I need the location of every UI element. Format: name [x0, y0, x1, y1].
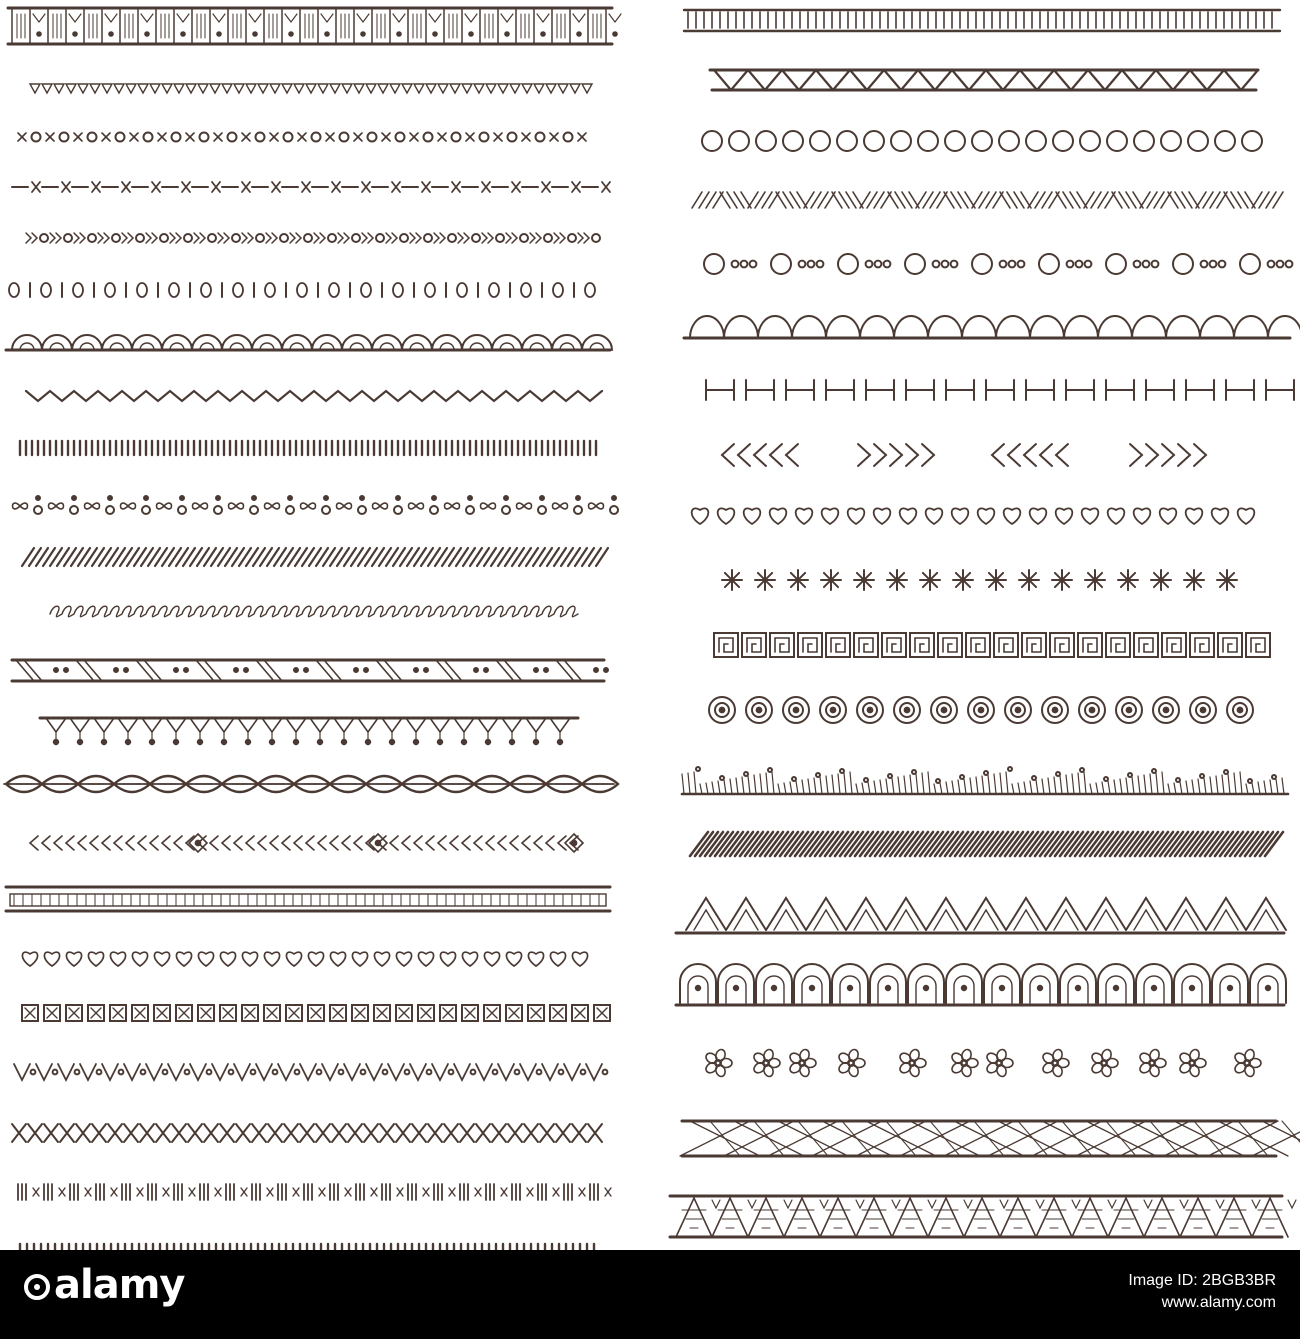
herringbone-border	[692, 192, 1283, 208]
criss-cross-border	[680, 1121, 1300, 1156]
binary-border	[9, 283, 595, 297]
infinity-border	[13, 496, 619, 514]
arrow-chevrons-border	[722, 444, 1206, 466]
tally-x-border	[18, 1184, 611, 1200]
hanging-triangles-border	[40, 718, 578, 744]
tribal-band-border	[8, 8, 621, 44]
zigzag-border	[26, 391, 602, 401]
domes-border	[676, 964, 1286, 1005]
asterisks-border	[722, 570, 1237, 590]
h-links-border	[706, 380, 1294, 400]
chevrons-diamond-border	[30, 834, 583, 852]
arches-border	[684, 316, 1300, 338]
bar-ticks-border	[684, 10, 1280, 31]
lens-chain-border	[4, 776, 618, 792]
image-id: Image ID: 2BGB3BR	[1128, 1272, 1276, 1289]
hearts-alt-border	[692, 508, 1255, 524]
xoxo-border	[18, 133, 586, 142]
zigzag-band-border	[710, 70, 1258, 90]
site-url: www.alamy.com	[1161, 1294, 1276, 1311]
triangles-border	[30, 84, 592, 93]
x-chain-border	[12, 1124, 602, 1142]
triangle-band-border	[670, 1196, 1296, 1237]
ladder-band-border	[6, 887, 610, 911]
bullseye-border	[709, 697, 1253, 723]
stock-footer-bar	[0, 1250, 1300, 1339]
greek-key-border	[714, 633, 1270, 657]
grass-border	[682, 767, 1288, 794]
hatching-border	[22, 548, 608, 566]
stock-info	[1128, 1272, 1276, 1312]
scribble-border	[690, 832, 1283, 856]
v-dots-border	[14, 1064, 607, 1080]
boxed-x-border	[22, 1005, 610, 1021]
band-dots-border	[12, 660, 608, 681]
logo-mark-icon	[24, 1274, 50, 1300]
loops-border	[50, 606, 578, 617]
scallops-border	[6, 335, 612, 350]
alamy-logo	[24, 1262, 184, 1308]
dash-x-border	[12, 182, 610, 192]
peaks-border	[676, 898, 1286, 933]
ticks-border	[20, 441, 596, 455]
circles-border	[702, 131, 1262, 151]
arrows-o-border	[26, 233, 600, 243]
flowers-border	[704, 1048, 1261, 1077]
brand-name: alamy	[54, 1262, 185, 1308]
circle-dots-border	[704, 254, 1292, 274]
hearts-border	[22, 952, 587, 966]
